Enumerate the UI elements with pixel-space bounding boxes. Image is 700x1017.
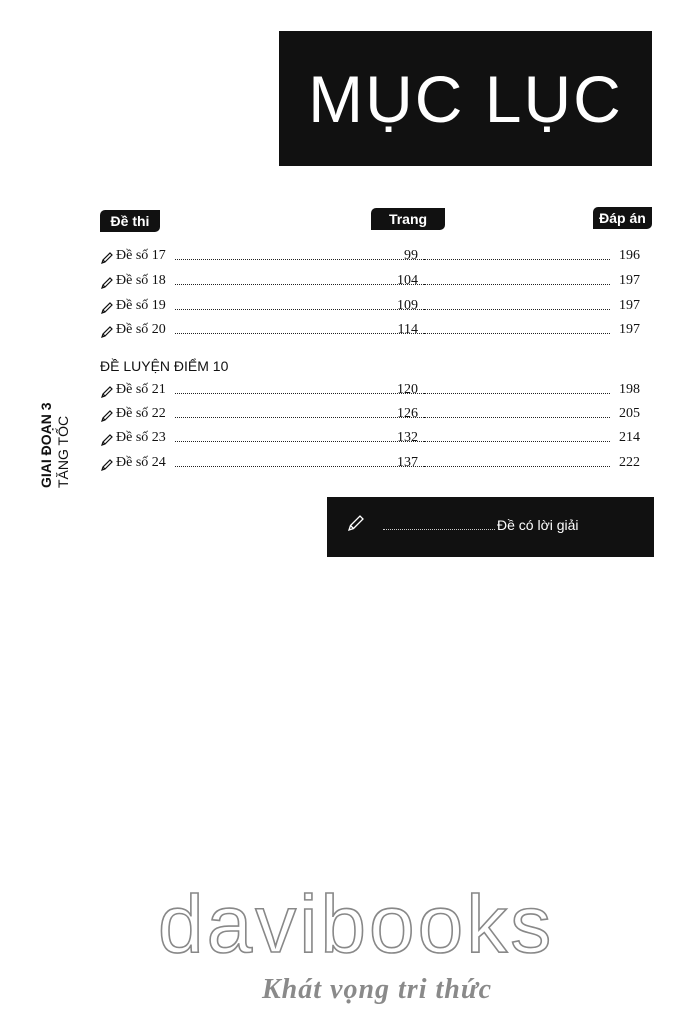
toc-row-page: 126: [397, 406, 418, 421]
pencil-icon: [100, 385, 114, 399]
brand-tagline: Khát vọng tri thức: [262, 974, 493, 1005]
toc-row-answer: 214: [619, 430, 640, 445]
toc-row-answer: 196: [619, 248, 640, 263]
toc-row-answer: 198: [619, 382, 640, 397]
pencil-icon: [100, 251, 114, 265]
toc-row-answer: 197: [619, 273, 640, 288]
stage-label: GIAI ĐOẠN 3: [38, 402, 54, 488]
title-banner: [279, 31, 652, 166]
toc-row-label: Đề số 17: [116, 248, 166, 263]
toc-row-page: 132: [397, 430, 418, 445]
leader-dots: [424, 466, 610, 467]
toc-row-page: 109: [397, 298, 418, 313]
leader-dots: [424, 333, 610, 334]
pencil-icon: [100, 276, 114, 290]
toc-row-label: Đề số 19: [116, 298, 166, 313]
toc-row-page: 137: [397, 455, 418, 470]
toc-row-label: Đề số 23: [116, 430, 166, 445]
toc-row-label: Đề số 22: [116, 406, 166, 421]
pencil-icon: [100, 458, 114, 472]
brand-logo: davibooks: [158, 879, 555, 970]
column-header-de-thi: Đề thi: [100, 210, 160, 232]
pencil-icon: [100, 433, 114, 447]
toc-row[interactable]: [100, 430, 640, 450]
toc-row[interactable]: [100, 455, 640, 475]
toc-row-page: 120: [397, 382, 418, 397]
leader-dots: [424, 417, 610, 418]
column-header-dap-an: Đáp án: [593, 207, 652, 229]
toc-row-label: Đề số 18: [116, 273, 166, 288]
toc-row-answer: 197: [619, 298, 640, 313]
leader-dots: [383, 529, 495, 530]
leader-dots: [424, 309, 610, 310]
pencil-icon: [100, 301, 114, 315]
toc-row-answer: 197: [619, 322, 640, 337]
pencil-icon: [100, 409, 114, 423]
legend-box: [327, 497, 654, 557]
page-title: MỤC LỤC: [308, 61, 623, 136]
toc-row-label: Đề số 21: [116, 382, 166, 397]
toc-row-page: 104: [397, 273, 418, 288]
pencil-icon: [347, 514, 365, 532]
toc-row-label: Đề số 24: [116, 455, 166, 470]
leader-dots: [424, 393, 610, 394]
toc-row-page: 114: [397, 322, 418, 337]
toc-row-answer: 222: [619, 455, 640, 470]
leader-dots: [424, 259, 610, 260]
legend-text: Đề có lời giải: [497, 517, 579, 533]
toc-row[interactable]: [100, 322, 640, 342]
toc-row[interactable]: [100, 406, 640, 426]
toc-row[interactable]: [100, 273, 640, 293]
stage-side-label: [37, 370, 77, 490]
leader-dots: [424, 284, 610, 285]
toc-row-label: Đề số 20: [116, 322, 166, 337]
toc-row-page: 99: [404, 248, 418, 263]
column-header-trang: Trang: [371, 208, 445, 230]
pencil-icon: [100, 325, 114, 339]
toc-row[interactable]: [100, 248, 640, 268]
stage-name: TĂNG TỐC: [55, 415, 71, 488]
section-title: ĐỀ LUYỆN ĐIỂM 10: [100, 358, 229, 374]
toc-row[interactable]: [100, 382, 640, 402]
toc-row[interactable]: [100, 298, 640, 318]
toc-row-answer: 205: [619, 406, 640, 421]
leader-dots: [424, 441, 610, 442]
